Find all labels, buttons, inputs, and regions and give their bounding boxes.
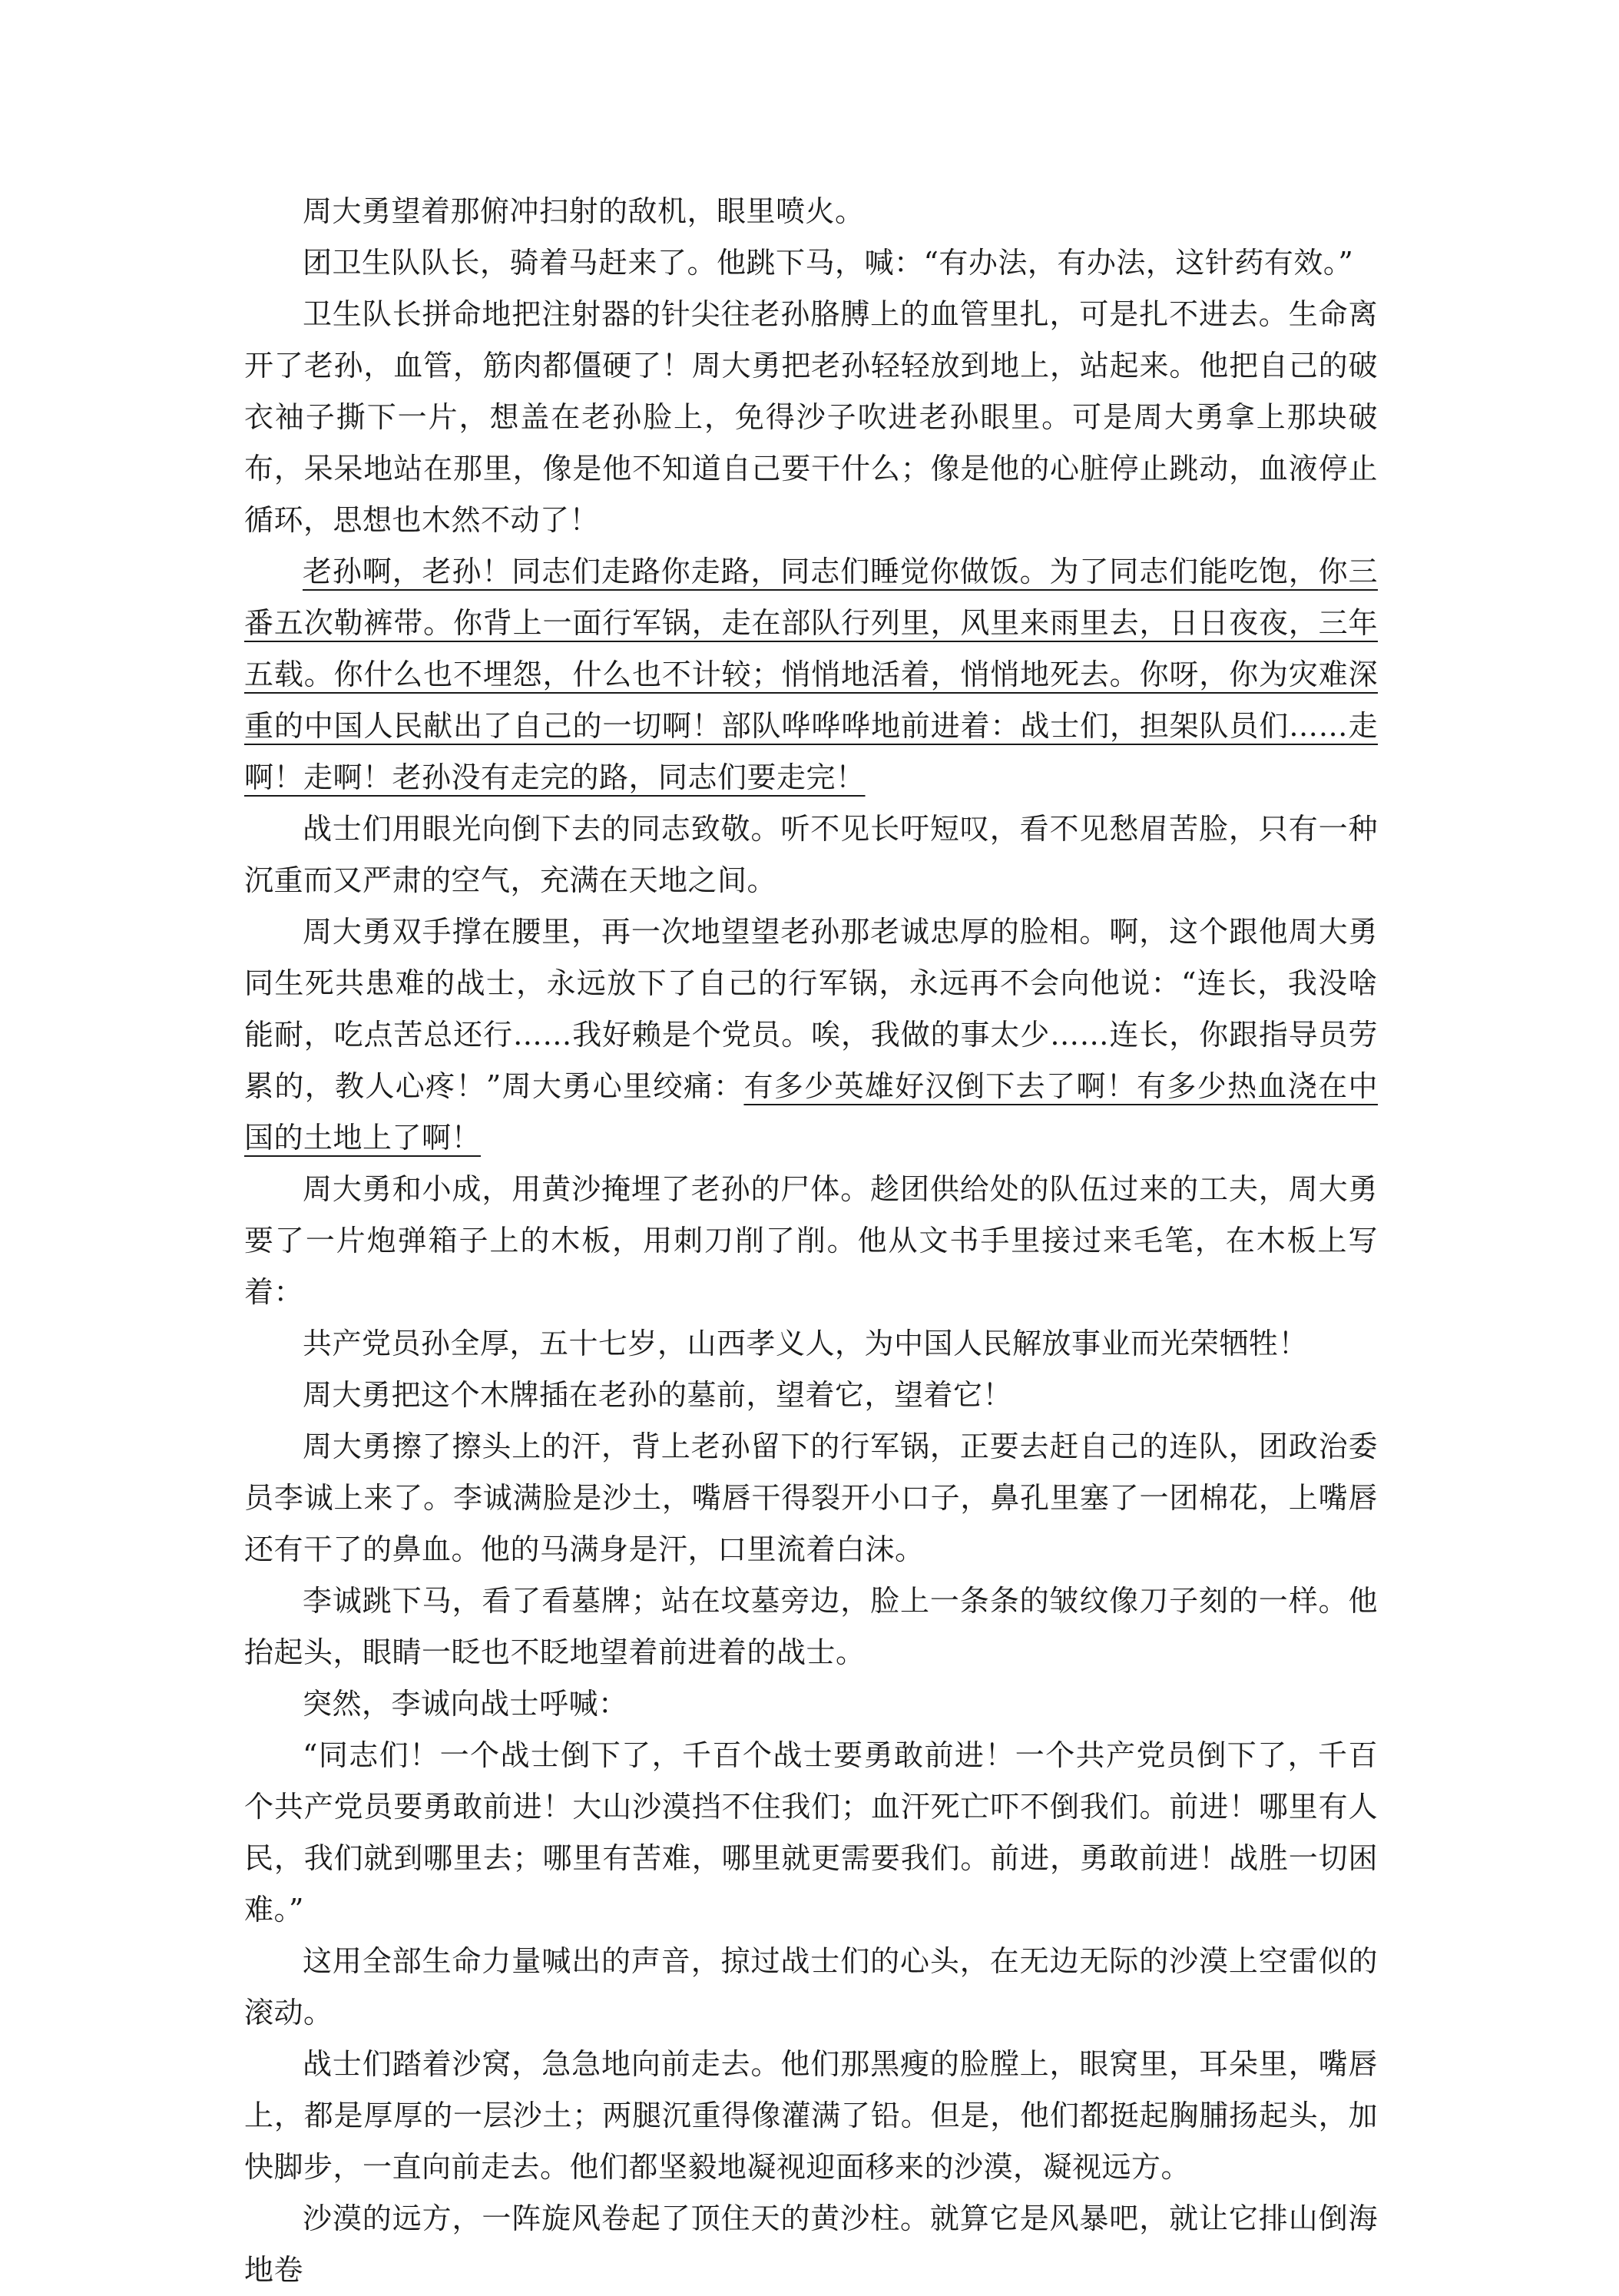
underlined-sentence: 有多少英雄好汉倒下去了啊！有多少热血浇在中国的土地上了啊！ (244, 1069, 1378, 1155)
paragraph: 周大勇和小成，用黄沙掩埋了老孙的尸体。趁团供给处的队伍过来的工夫，周大勇要了一片炮弹箱子上的木板，用刺刀削了削。他从文书手里接过来毛笔，在木板上写着： (244, 1172, 1378, 1309)
paragraph: 李诚跳下马，看了看墓牌；站在坟墓旁边，脸上一条条的皱纹像刀子刻的一样。他抬起头，眼睛一眨也不眨地望着前进着的战士。 (244, 1584, 1378, 1669)
paragraph: 这用全部生命力量喊出的声音，掠过战士们的心头，在无边无际的沙漠上空雷似的滚动。 (244, 1944, 1378, 2029)
paragraph-text: 周大勇双手撑在腰里，再一次地望望老孙那老诚忠厚的脸相。啊，这个跟他周大勇同生死共患难的战士，永远放下了自己的行军锅，永远再不会向他说：“连长，我没啥能耐，吃点苦总还行……我好赖是个党员。唉，我做的事太少……连长，你跟指导员劳累的，教人心疼！”周大勇心里绞痛： (244, 915, 1378, 1103)
paragraph: 战士们用眼光向倒下去的同志致敬。听不见长吁短叹，看不见愁眉苦脸，只有一种沉重而又严肃的空气，充满在天地之间。 (244, 812, 1378, 897)
paragraph: 周大勇擦了擦头上的汗，背上老孙留下的行军锅，正要去赶自己的连队，团政治委员李诚上来了。李诚满脸是沙土，嘴唇干得裂开小口子，鼻孔里塞了一团棉花，上嘴唇还有干了的鼻血。他的马满身是汗，口里流着白沫。 (244, 1430, 1378, 1566)
paragraph: 卫生队长拼命地把注射器的针尖往老孙胳膊上的血管里扎，可是扎不进去。生命离开了老孙，血管，筋肉都僵硬了！周大勇把老孙轻轻放到地上，站起来。他把自己的破衣袖子撕下一片，想盖在老孙脸上，免得沙子吹进老孙眼里。可是周大勇拿上那块破布，呆呆地站在那里，像是他不知道自己要干什么；像是他的心脏停止跳动，血液停止循环，思想也木然不动了！ (244, 297, 1378, 537)
paragraph (244, 906, 1378, 1164)
underlined-paragraph: 老孙啊，老孙！同志们走路你走路，同志们睡觉你做饭。为了同志们能吃饱，你三番五次勒裤带。你背上一面行军锅，走在部队行列里，风里来雨里去，日日夜夜，三年五载。你什么也不埋怨，什么也不计较；悄悄地活着，悄悄地死去。你呀，你为灾难深重的中国人民献出了自己的一切啊！部队哗哗哗地前进着：战士们，担架队员们……走啊！走啊！老孙没有走完的路，同志们要走完！ (244, 555, 1378, 794)
document-body (244, 186, 1378, 2296)
paragraph: 团卫生队队长，骑着马赶来了。他跳下马，喊：“有办法，有办法，这针药有效。” (303, 246, 1354, 280)
paragraph: 战士们踏着沙窝，急急地向前走去。他们那黑瘦的脸膛上，眼窝里，耳朵里，嘴唇上，都是厚厚的一层沙土；两腿沉重得像灌满了铅。但是，他们都挺起胸脯扬起头，加快脚步，一直向前走去。他们都坚毅地凝视迎面移来的沙漠，凝视远方。 (244, 2047, 1378, 2184)
paragraph: 沙漠的远方，一阵旋风卷起了顶住天的黄沙柱。就算它是风暴吧，就让它排山倒海地卷 (244, 2202, 1378, 2287)
paragraph: 共产党员孙全厚，五十七岁，山西孝义人，为中国人民解放事业而光荣牺牲！ (303, 1327, 1309, 1360)
paragraph: “同志们！一个战士倒下了，千百个战士要勇敢前进！一个共产党员倒下了，千百个共产党员要勇敢前进！大山沙漠挡不住我们；血汗死亡吓不倒我们。前进！哪里有人民，我们就到哪里去；哪里有苦难，哪里就更需要我们。前进，勇敢前进！战胜一切困难。” (244, 1738, 1378, 1927)
paragraph: 周大勇望着那俯冲扫射的敌机，眼里喷火。 (303, 194, 865, 228)
paragraph: 突然，李诚向战士呼喊： (303, 1687, 628, 1721)
paragraph: 周大勇把这个木牌插在老孙的墓前，望着它，望着它！ (303, 1378, 1013, 1412)
